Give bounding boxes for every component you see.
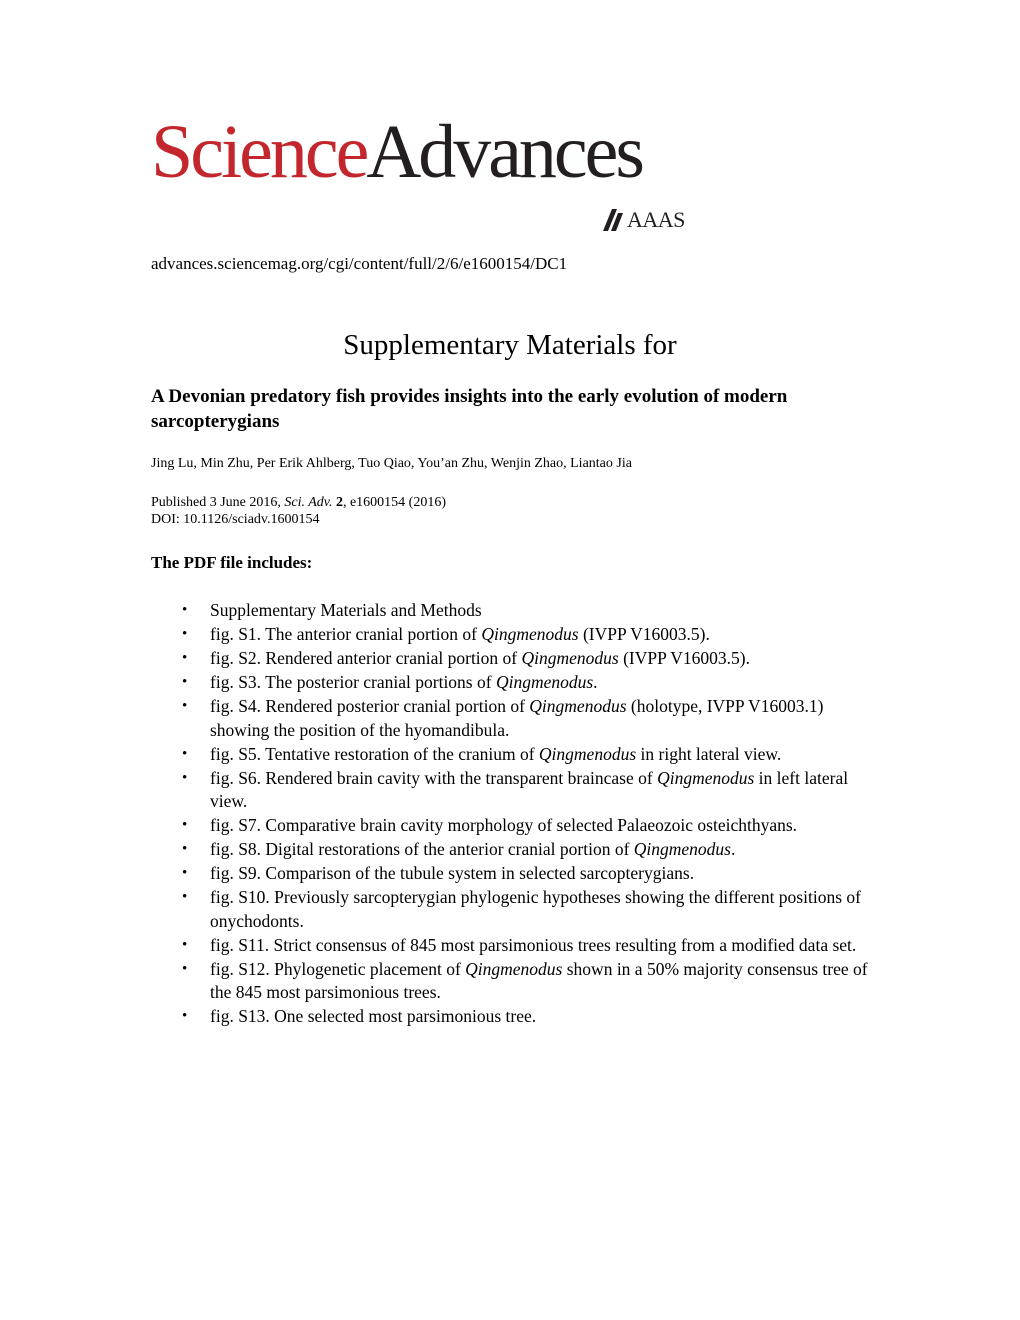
item-text: fig. S5. Tentative restoration of the cranium of (210, 743, 539, 764)
item-text: fig. S11. Strict consensus of 845 most parsimonious trees resulting from a modified data set. (210, 934, 857, 955)
item-genus: Qingmenodus (521, 648, 619, 669)
bullet-icon: • (182, 626, 188, 643)
item-text-tail: (holotype, IVPP V16003.1) showing the position of the hyomandibula. (210, 696, 824, 740)
list-item (151, 886, 871, 932)
bullet-icon: • (182, 865, 188, 882)
contents-list (151, 599, 871, 1029)
includes-heading: The PDF file includes: (151, 553, 313, 572)
bullet-icon: • (182, 841, 188, 858)
supplementary-heading: Supplementary Materials for (343, 329, 677, 361)
aaas-mark-icon (603, 209, 625, 231)
publication-info (151, 494, 446, 528)
item-text-tail: . (593, 672, 598, 693)
item-text: fig. S8. Digital restorations of the anterior cranial portion of (210, 839, 634, 860)
bullet-icon: • (182, 769, 188, 786)
bullet-icon: • (182, 698, 188, 715)
bullet-icon: • (182, 936, 188, 953)
item-genus: Qingmenodus (481, 624, 579, 645)
item-genus: Qingmenodus (538, 743, 637, 764)
list-item (151, 862, 871, 885)
list-item (151, 814, 871, 837)
item-genus: Qingmenodus (529, 696, 627, 717)
bullet-icon: • (182, 674, 188, 691)
item-text: fig. S6. Rendered brain cavity with the transparent braincase of (210, 767, 658, 788)
item-text: fig. S7. Comparative brain cavity morphology of selected Palaeozoic osteichthyans. (210, 815, 798, 836)
item-text: fig. S1. The anterior cranial portion of (210, 624, 482, 645)
item-genus: Qingmenodus (633, 839, 731, 860)
doi: DOI: 10.1126/sciadv.1600154 (151, 512, 320, 527)
list-item (151, 958, 871, 1004)
list-item (151, 1005, 871, 1028)
item-text-tail: shown in a 50% majority consensus tree of the 845 most parsimonious trees. (210, 958, 868, 1002)
item-text-tail: . (731, 839, 736, 860)
journal-volume: 2 (335, 495, 343, 510)
item-text-tail: in left lateral view. (210, 767, 849, 811)
author-list: Jing Lu, Min Zhu, Per Erik Ahlberg, Tuo Qiao, You’an Zhu, Wenjin Zhao, Liantao Jia (151, 456, 632, 471)
logo-advances-word: Advances (366, 110, 642, 194)
publication-line (151, 494, 446, 511)
item-text: fig. S13. One selected most parsimonious tree. (210, 1006, 537, 1027)
list-item (151, 623, 871, 646)
item-text: fig. S3. The posterior cranial portions of (210, 672, 496, 693)
item-text: fig. S12. Phylogenetic placement of (210, 958, 466, 979)
article-number: , e1600154 (2016) (342, 495, 447, 510)
aaas-wordmark: AAAS (627, 207, 685, 232)
aaas-logo (603, 208, 685, 232)
bullet-icon: • (182, 817, 188, 834)
bullet-icon: • (182, 650, 188, 667)
item-text: fig. S2. Rendered anterior cranial portion of (210, 648, 522, 669)
list-item (151, 599, 871, 622)
item-text-tail: (IVPP V16003.5). (578, 624, 710, 645)
item-text-tail: in right lateral view. (636, 743, 782, 764)
list-item (151, 743, 871, 766)
item-genus: Qingmenodus (657, 767, 755, 788)
supplement-url: advances.sciencemag.org/cgi/content/full/2/6/e1600154/DC1 (151, 254, 568, 273)
logo-science-word: Science (151, 110, 367, 194)
journal-name: Sci. Adv. (284, 495, 333, 510)
list-item (151, 671, 871, 694)
article-title: A Devonian predatory fish provides insights into the early evolution of modern sarcopterygians (151, 386, 788, 432)
list-item (151, 767, 871, 813)
list-item (151, 695, 871, 741)
list-item (151, 934, 871, 957)
list-item (151, 647, 871, 670)
bullet-icon: • (182, 1008, 188, 1025)
item-text-tail: (IVPP V16003.5). (618, 648, 750, 669)
science-advances-logo (151, 112, 691, 192)
published-date: Published 3 June 2016, (151, 495, 285, 510)
item-text: Supplementary Materials and Methods (210, 600, 482, 620)
item-genus: Qingmenodus (495, 672, 594, 693)
bullet-icon: • (182, 889, 188, 906)
list-item (151, 838, 871, 861)
bullet-icon: • (182, 745, 188, 762)
item-text: fig. S10. Previously sarcopterygian phylogenic hypotheses showing the different positions of onychodonts. (210, 887, 861, 931)
item-text: fig. S9. Comparison of the tubule system in selected sarcopterygians. (210, 863, 695, 884)
bullet-icon: • (182, 960, 188, 977)
item-genus: Qingmenodus (465, 958, 563, 979)
bullet-icon: • (182, 602, 188, 618)
item-text: fig. S4. Rendered posterior cranial portion of (210, 696, 530, 717)
